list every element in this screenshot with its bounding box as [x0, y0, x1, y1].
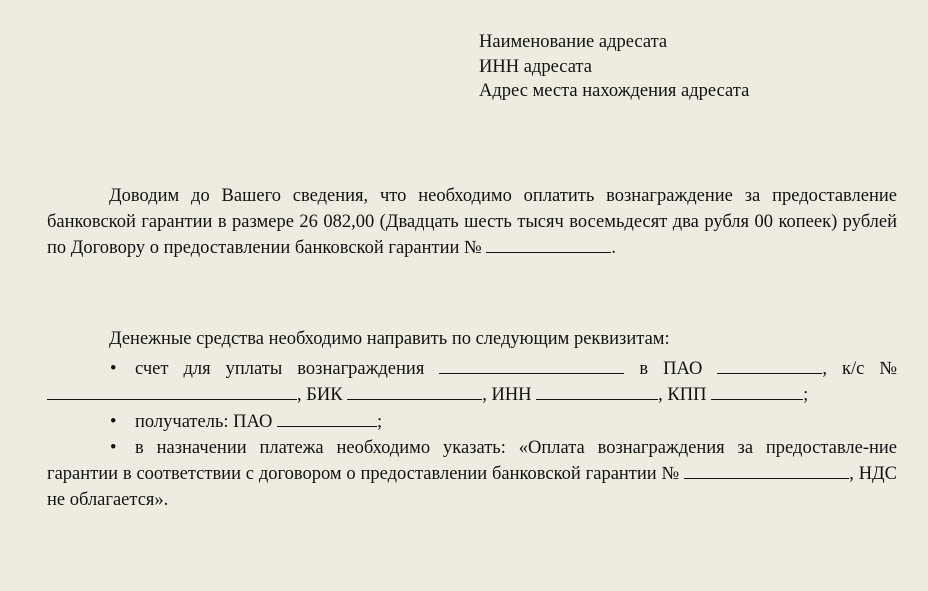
list-item-recipient	[47, 409, 897, 435]
item-end: ;	[376, 411, 383, 432]
notice-text: Доводим до Вашего сведения, что необходимо оплатить вознаграждение за предоставление банковской гарантии в размере 26 082,00 (Двадцать шесть тысяч восемьдесят два рубля 00 копеек) рублей по Договору о предоставлении банковской гарантии №	[47, 186, 897, 259]
inn-blank	[536, 385, 658, 400]
bik-blank	[347, 385, 482, 400]
addressee-inn: ИНН адресата	[479, 56, 592, 77]
requisites-intro: Денежные средства необходимо направить по следующим реквизитам:	[109, 329, 670, 349]
bank-blank	[717, 359, 822, 374]
notice-paragraph	[47, 183, 897, 262]
item-end: ;	[803, 385, 809, 406]
corr-account-label: , к/с №	[822, 359, 898, 380]
payment-purpose-text: в назначении платежа необходимо указать: «Оплата вознаграждения за предоставле-ние гарантии в соответствии с договором о предоставлении банковской гарантии №	[47, 437, 897, 485]
notice-end: .	[611, 238, 616, 259]
addressee-block	[479, 30, 749, 104]
account-label: счет для уплаты вознаграждения	[135, 359, 425, 380]
bik-label: , БИК	[297, 385, 343, 406]
recipient-label: получатель: ПАО	[135, 411, 273, 432]
addressee-address: Адрес места нахождения адресата	[479, 81, 750, 101]
recipient-blank	[277, 412, 377, 427]
bullet: •	[110, 359, 117, 380]
purpose-contract-blank	[684, 464, 849, 479]
list-item-purpose	[47, 435, 897, 514]
bullet: •	[110, 411, 117, 432]
account-blank	[439, 359, 624, 374]
bank-label: в ПАО	[639, 359, 703, 380]
list-item-account	[47, 356, 897, 408]
addressee-name: Наименование адресата	[479, 32, 668, 52]
requisites-section	[47, 326, 897, 513]
kpp-label: , КПП	[658, 385, 707, 406]
corr-account-blank	[47, 385, 297, 400]
requisites-list	[47, 356, 897, 513]
contract-number-blank	[486, 238, 611, 253]
kpp-blank	[711, 385, 803, 400]
purpose-end: , НДС не облагается».	[47, 464, 898, 511]
inn-label: , ИНН	[482, 385, 532, 406]
bullet: •	[110, 437, 117, 458]
